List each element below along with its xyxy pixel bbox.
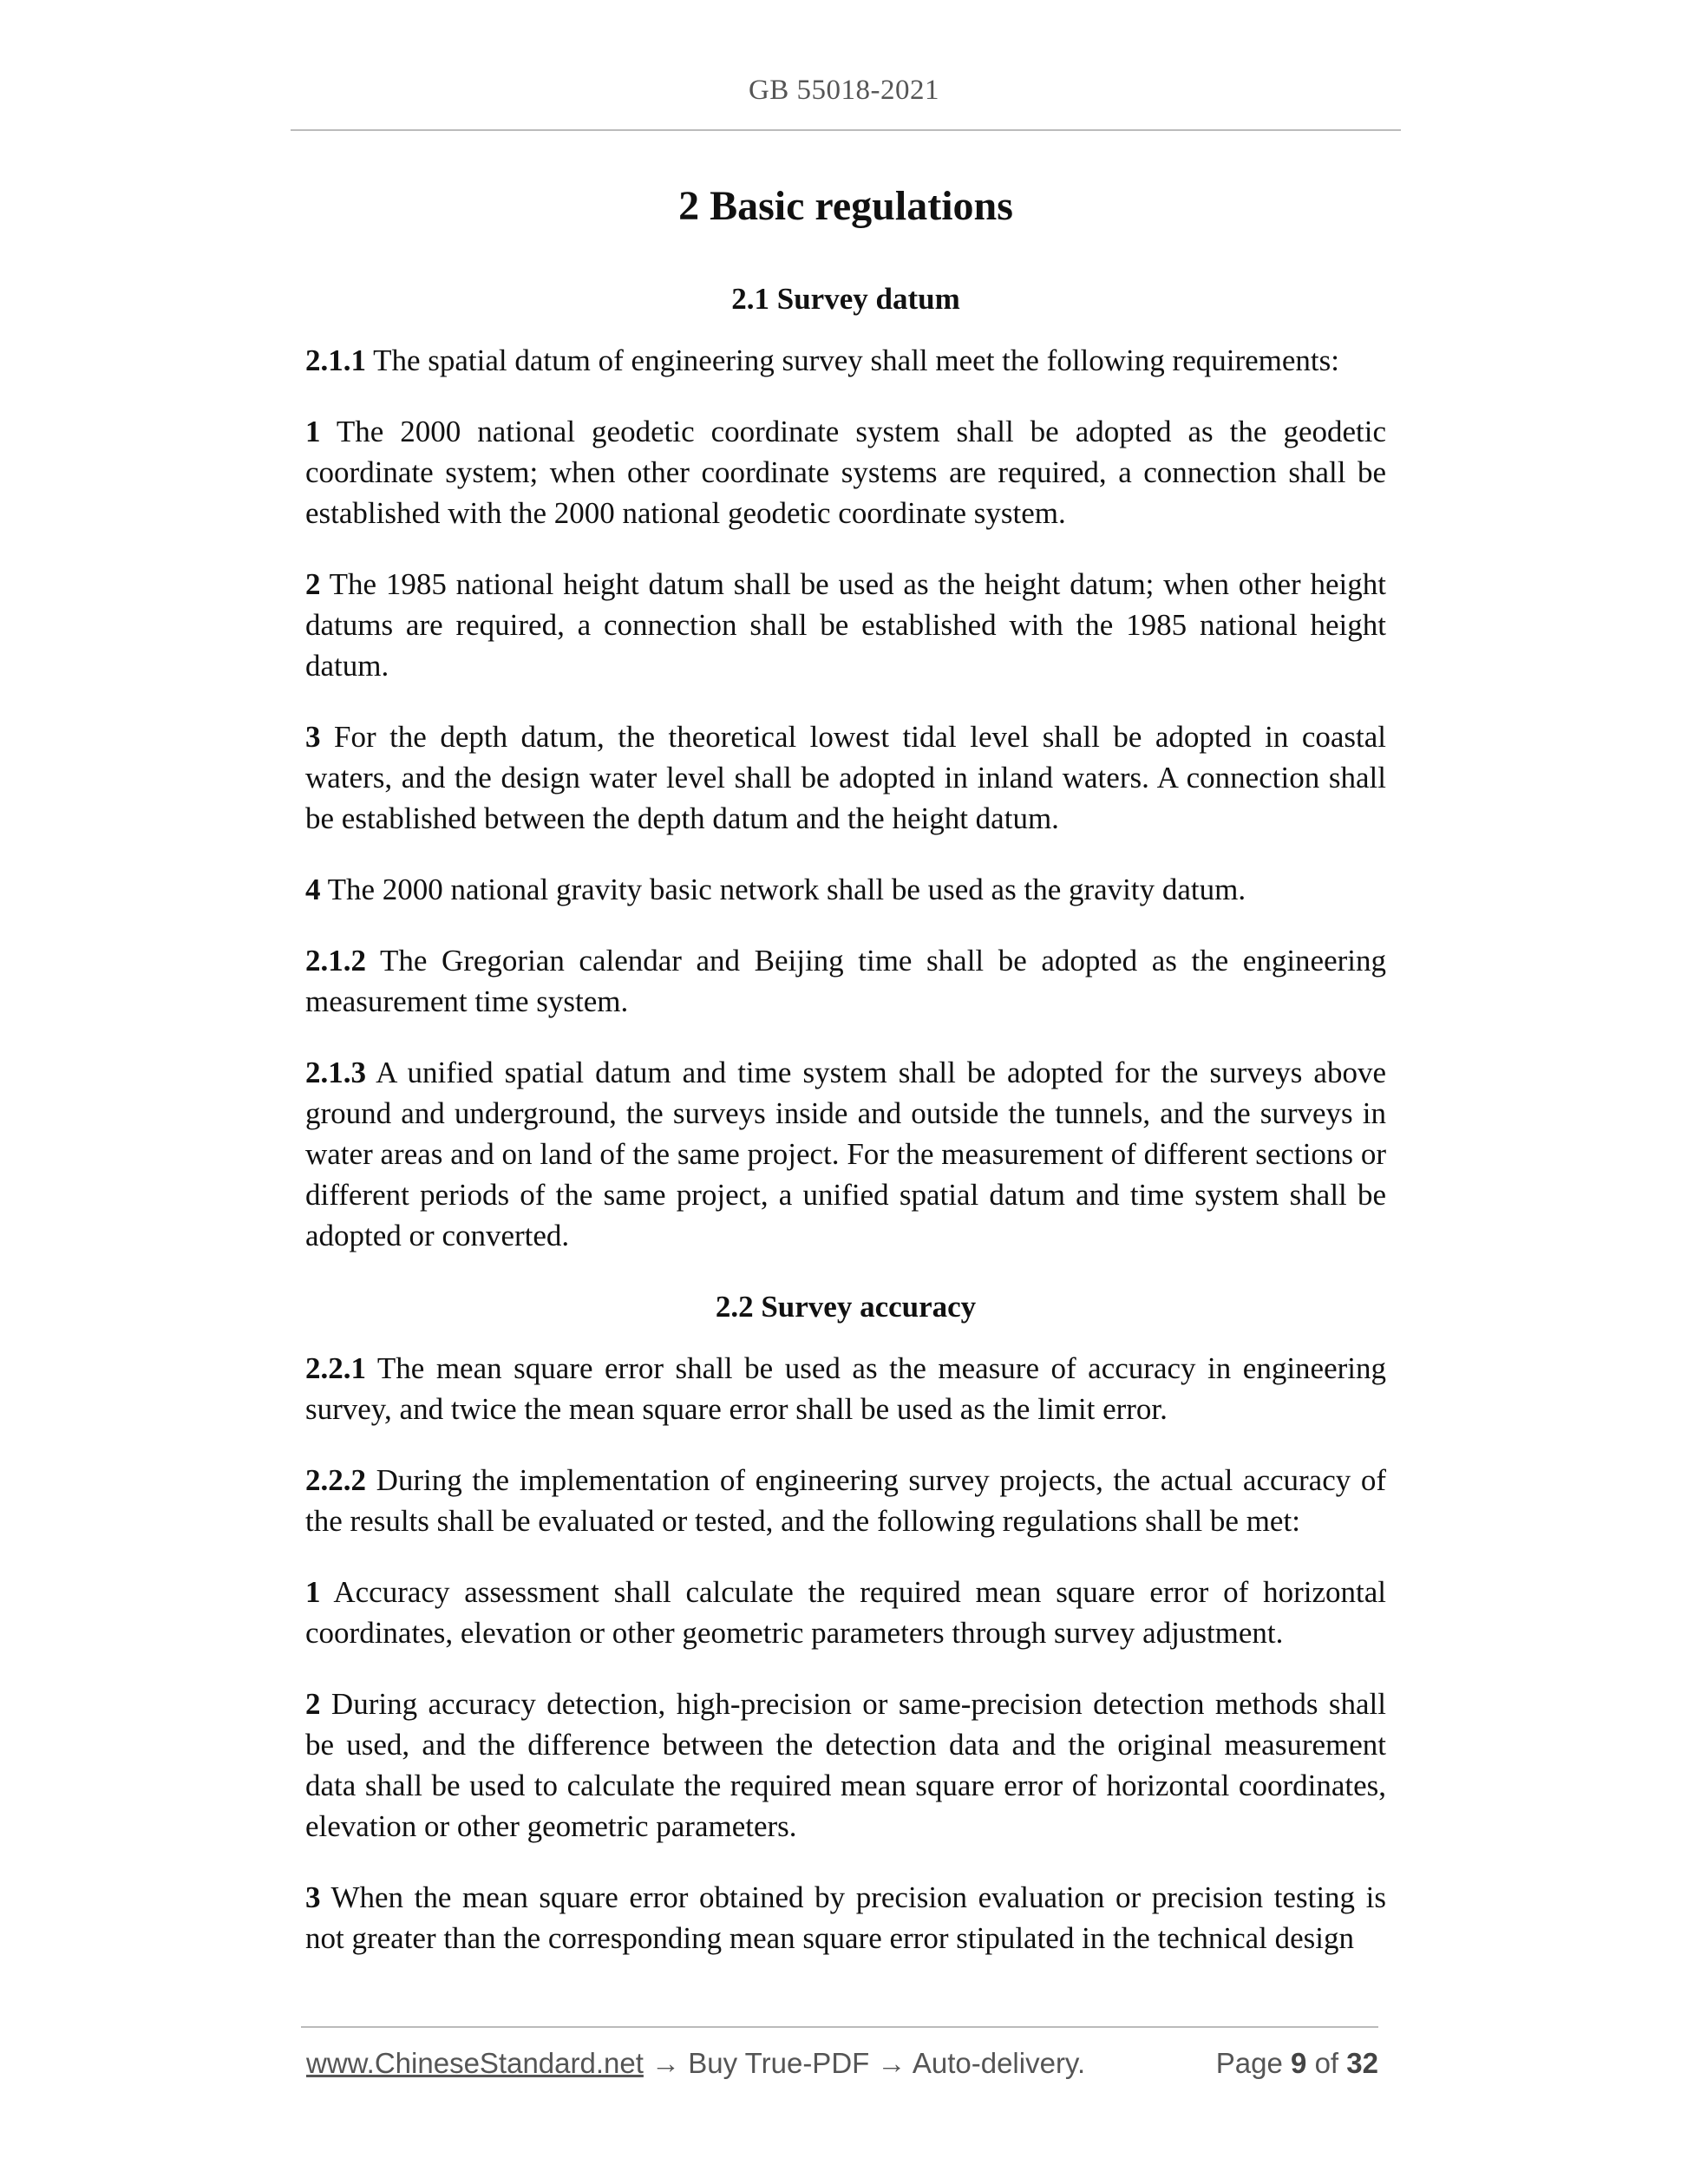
- page-content: [305, 178, 1386, 1958]
- clause-text: During the implementation of engineering survey projects, the actual accuracy of the results shall be evaluated or tested, and the following regulations shall be met:: [305, 1463, 1386, 1538]
- item-number: 2: [305, 1687, 321, 1721]
- item-text: The 1985 national height datum shall be used as the height datum; when other height datums are required, a connection shall be established with the 1985 national height datum.: [305, 567, 1386, 683]
- page-label: Page: [1215, 2047, 1283, 2079]
- total-pages: 32: [1346, 2047, 1378, 2079]
- clause-text: The mean square error shall be used as the measure of accuracy in engineering survey, and twice the mean square error shall be used as the limit error.: [305, 1351, 1386, 1426]
- auto-delivery-text: Auto-delivery.: [912, 2047, 1086, 2079]
- item-number: 4: [305, 873, 321, 906]
- list-item-2-2-2-2: [305, 1684, 1386, 1847]
- of-label: of: [1314, 2047, 1339, 2079]
- clause-2-2-1: [305, 1348, 1386, 1429]
- footer-divider: [301, 2026, 1378, 2028]
- clause-number: 2.1.2: [305, 944, 366, 978]
- header-divider: [291, 129, 1401, 131]
- item-number: 2: [305, 567, 321, 601]
- header-standard-code: GB 55018-2021: [748, 75, 940, 106]
- chapter-title: 2 Basic regulations: [678, 183, 1013, 229]
- item-number: 1: [305, 1575, 321, 1609]
- section-title-2-1: 2.1 Survey datum: [731, 282, 960, 316]
- clause-number: 2.2.2: [305, 1463, 366, 1497]
- clause-number: 2.1.1: [305, 343, 366, 377]
- list-item-2-2-2-1: [305, 1572, 1386, 1653]
- item-text: Accuracy assessment shall calculate the required mean square error of horizontal coordinates, elevation or other geometric parameters through survey adjustment.: [305, 1575, 1386, 1650]
- clause-2-1-2: [305, 940, 1386, 1022]
- clause-2-1-3: [305, 1052, 1386, 1256]
- page-number: 9: [1291, 2047, 1307, 2079]
- list-item-2-1-1-1: [305, 411, 1386, 533]
- item-text: During accuracy detection, high-precision or same-precision detection methods shall be used, and the difference between the detection data and the original measurement data shall be used to calculate the required mean square error of horizontal coordinates, elevation or other geometric parameters.: [305, 1687, 1386, 1843]
- clause-text: A unified spatial datum and time system shall be adopted for the surveys above ground and underground, the surveys inside and outside the tunnels, and the surveys in water areas and on land of the same project. For the measurement of different sections or different periods of the same project, a unified spatial datum and time system shall be adopted or converted.: [305, 1056, 1386, 1252]
- arrow-right-icon: →: [643, 2047, 689, 2079]
- item-number: 3: [305, 1880, 321, 1914]
- item-text: When the mean square error obtained by precision evaluation or precision testing is not greater than the corresponding mean square error stipulated in the technical design: [305, 1880, 1386, 1955]
- chinesestandard-link[interactable]: www.ChineseStandard.net: [306, 2047, 644, 2079]
- item-text: For the depth datum, the theoretical lowest tidal level shall be adopted in coastal waters, and the design water level shall be adopted in inland waters. A connection shall be established between the depth datum and the height datum.: [305, 720, 1386, 835]
- footer-promo: [306, 2047, 1085, 2080]
- item-text: The 2000 national geodetic coordinate system shall be adopted as the geodetic coordinate system; when other coordinate systems are required, a connection shall be established with the 2000 national geodetic coordinate system.: [305, 415, 1386, 530]
- item-text: The 2000 national gravity basic network shall be used as the gravity datum.: [320, 873, 1246, 906]
- page-indicator: [1216, 2047, 1378, 2080]
- list-item-2-1-1-2: [305, 564, 1386, 686]
- clause-number: 2.1.3: [305, 1056, 366, 1089]
- clause-text: The spatial datum of engineering survey shall meet the following requirements:: [366, 343, 1339, 377]
- list-item-2-2-2-3: [305, 1877, 1386, 1958]
- item-number: 3: [305, 720, 321, 754]
- buy-true-pdf-text: Buy True-PDF: [688, 2047, 870, 2079]
- section-title-2-2: 2.2 Survey accuracy: [715, 1290, 977, 1324]
- list-item-2-1-1-3: [305, 716, 1386, 839]
- item-number: 1: [305, 415, 321, 448]
- arrow-right-icon: →: [869, 2047, 913, 2079]
- clause-2-2-2: [305, 1460, 1386, 1541]
- list-item-2-1-1-4: [305, 869, 1386, 910]
- clause-number: 2.2.1: [305, 1351, 366, 1385]
- clause-2-1-1: [305, 340, 1386, 381]
- clause-text: The Gregorian calendar and Beijing time shall be adopted as the engineering measurement time system.: [305, 944, 1386, 1018]
